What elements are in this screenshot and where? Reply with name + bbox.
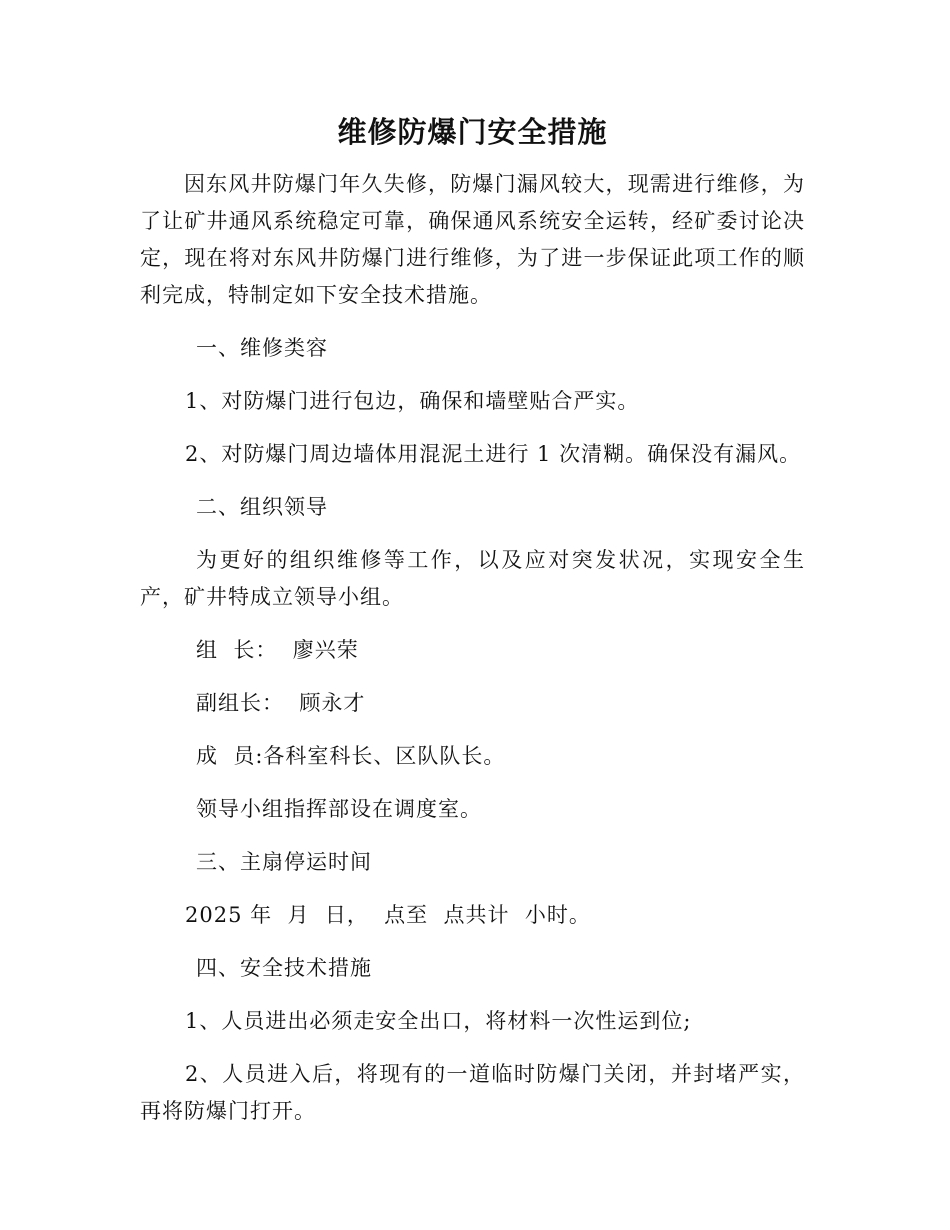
section-1-item-2: 2、对防爆门周边墙体用混泥土进行 1 次清糊。确保没有漏风。: [185, 442, 802, 466]
section-4-item-1: 1、人员进出必须走安全出口，将材料一次性运到位;: [185, 1009, 692, 1033]
section-1-heading: 一、维修类容: [196, 336, 328, 360]
document-title: 维修防爆门安全措施: [337, 115, 608, 149]
section-2-heading: 二、组织领导: [196, 495, 328, 519]
section-2-paragraph: 为更好的组织维修等工作，以及应对突发状况，实现安全生产，矿井特成立领导小组。: [140, 548, 805, 609]
members-line: 成 员:各科室科长、区队队长。: [196, 744, 506, 768]
section-3-heading: 三、主扇停运时间: [196, 850, 372, 874]
section-4-item-2: 2、人员进入后，将现有的一道临时防爆门关闭，并封堵严实，再将防爆门打开。: [140, 1062, 805, 1123]
section-1-item-1: 1、对防爆门进行包边，确保和墙壁贴合严实。: [185, 389, 640, 413]
section-4-heading: 四、安全技术措施: [196, 956, 372, 980]
intro-paragraph: 因东风井防爆门年久失修，防爆门漏风较大，现需进行维修，为了让矿井通风系统稳定可靠，确保通风系统安全运转，经矿委讨论决定，现在将对东风井防爆门进行维修，为了进一步保证此项工作的顺利完成，特制定如下安全技术措施。: [140, 172, 805, 307]
shutdown-time-line: 2025 年 月 日， 点至 点共计 小时。: [185, 903, 591, 927]
office-line: 领导小组指挥部设在调度室。: [196, 797, 482, 821]
deputy-leader-line: 副组长： 顾永才: [196, 691, 366, 715]
leader-line: 组 长： 廖兴荣: [196, 638, 359, 662]
